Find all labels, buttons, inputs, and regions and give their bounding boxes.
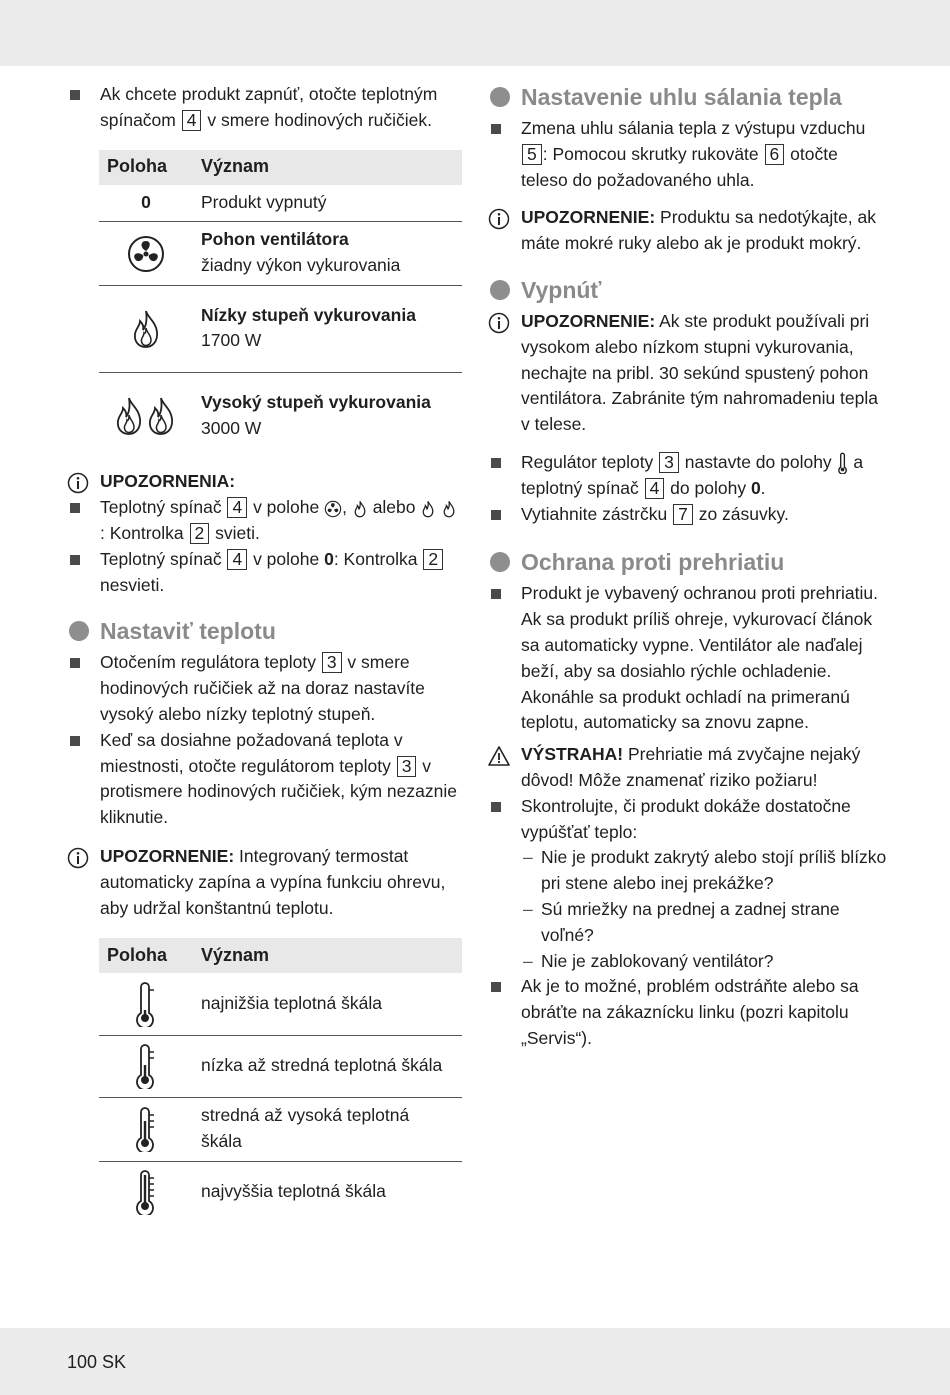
page-number: 100 SK	[67, 1352, 127, 1372]
ref-box: 4	[182, 110, 202, 131]
bullet-square-icon	[491, 458, 501, 468]
note-block: UPOZORNENIE: Produktu sa nedotýkajte, ak máte mokré ruky alebo ak je produkt mokrý.	[488, 205, 888, 257]
note-block: UPOZORNENIE: Integrovaný termostat automaticky zapína a vypína funkciu ohrevu, aby udržal konštantnú teplotu.	[67, 844, 462, 921]
note-block: UPOZORNENIE: Ak ste produkt používali pri vysokom alebo nízkom stupni vykurovania, nechajte na pribl. 30 sekúnd spustený pohon ventilátora. Zabránite tým nahromadeniu tepla v telese.	[488, 309, 888, 438]
table-row: najnižšia teplotná škála	[99, 973, 462, 1035]
info-icon	[488, 208, 510, 230]
table-row: najvyššia teplotná škála	[99, 1161, 462, 1223]
flame-icon	[441, 500, 457, 518]
intro-bullet: Ak chcete produkt zapnúť, otočte teplotným spínačom 4 v smere hodinových ručičiek.	[67, 82, 462, 134]
warning-icon	[488, 745, 510, 767]
table-row: Vysoký stupeň vykurovania 3000 W	[99, 372, 462, 459]
right-column	[488, 82, 888, 1052]
bullet-square-icon	[491, 589, 501, 599]
list-item: Ak je to možné, problém odstráňte alebo sa obráťte na zákaznícku linku (pozri kapitolu „Servis“).	[488, 974, 888, 1051]
bullet-square-icon	[70, 90, 80, 100]
list-item: Regulátor teploty 3 nastavte do polohy a teplotný spínač 4 do polohy 0.	[488, 450, 888, 502]
list-item: Zmena uhlu sálania tepla z výstupu vzduchu 5 : Pomocou skrutky rukoväte 6 otočte teleso do požadovaného uhla.	[488, 116, 888, 193]
footer-band	[0, 1328, 950, 1395]
flame-icon	[420, 500, 436, 518]
thermometer-max-icon	[133, 1169, 159, 1215]
section-heading: Vypnúť	[488, 275, 888, 305]
table-row: Nízky stupeň vykurovania 1700 W	[99, 285, 462, 372]
list-item: Vytiahnite zástrčku 7 zo zásuvky.	[488, 502, 888, 528]
dash-item: – Nie je produkt zakrytý alebo stojí príliš blízko pri stene alebo inej prekážke?	[523, 847, 887, 894]
bullet-square-icon	[70, 658, 80, 668]
header-band	[0, 0, 950, 66]
thermometer-min-icon	[837, 452, 849, 474]
thermometer-mid-icon	[133, 1106, 159, 1152]
bullet-square-icon	[491, 124, 501, 134]
list-item: Otočením regulátora teploty 3 v smere hodinových ručičiek až na doraz nastavíte vysoký alebo nízky teplotný stupeň.	[67, 650, 462, 727]
dash-mark: –	[523, 950, 533, 971]
bullet-square-icon	[70, 555, 80, 565]
table-row: 0 Produkt vypnutý	[99, 185, 462, 222]
dash-item: – Sú mriežky na prednej a zadnej strane voľné?	[523, 898, 840, 945]
table-row: Pohon ventilátora žiadny výkon vykurovania	[99, 222, 462, 286]
fan-icon	[126, 234, 166, 274]
table-header-position: Poloha	[99, 938, 193, 973]
list-item: Produkt je vybavený ochranou proti prehriatiu. Ak sa produkt príliš ohreje, vykurovací článok sa automaticky vypne. Ventilátor ale naďalej beží, aby sa dosiahlo rýchle ochladenie. Akonáhle sa produkt ochladí na primeranú teplotu, automaticky sa znovu zapne.	[488, 581, 888, 736]
list-item: Keď sa dosiahne požadovaná teplota v miestnosti, otočte regulátorom teploty 3 v protismere hodinových ručičiek, kým nezaznie kliknutie.	[67, 728, 462, 831]
thermometer-min-icon	[133, 981, 159, 1027]
switch-position-table	[99, 150, 462, 460]
section-dot-icon	[490, 552, 510, 572]
double-flame-icon	[111, 395, 181, 437]
table-header-position: Poloha	[99, 150, 193, 185]
table-row: nízka až stredná teplotná škála	[99, 1035, 462, 1097]
dash-item: – Nie je zablokovaný ventilátor?	[488, 949, 888, 975]
bullet-square-icon	[491, 802, 501, 812]
list-item: Skontrolujte, či produkt dokáže dostatočne vypúšťať teplo:	[488, 794, 888, 846]
left-column	[67, 82, 462, 1223]
info-icon	[67, 472, 89, 494]
bullet-square-icon	[491, 510, 501, 520]
fan-icon	[324, 500, 342, 518]
dash-mark: –	[523, 898, 533, 919]
note-item: Teplotný spínač 4 v polohe , alebo : Kontrolka 2 svieti.	[67, 495, 462, 547]
dash-mark: –	[523, 847, 533, 868]
info-icon	[67, 847, 89, 869]
section-dot-icon	[490, 87, 510, 107]
bullet-square-icon	[70, 736, 80, 746]
section-dot-icon	[69, 621, 89, 641]
table-header-meaning: Význam	[193, 938, 462, 973]
flame-icon	[352, 500, 368, 518]
section-dot-icon	[490, 280, 510, 300]
section-heading: Nastavenie uhlu sálania tepla	[488, 82, 888, 112]
thermostat-position-table	[99, 938, 462, 1223]
flame-icon	[128, 308, 164, 350]
thermometer-low-icon	[133, 1043, 159, 1089]
table-row: stredná až vysoká teplotná škála	[99, 1097, 462, 1161]
info-icon	[488, 312, 510, 334]
section-heading: Nastaviť teplotu	[67, 616, 462, 646]
section-heading: Ochrana proti prehriatiu	[488, 547, 888, 577]
notes-block: UPOZORNENIA:	[67, 469, 462, 495]
position-zero: 0	[99, 185, 193, 222]
table-header-meaning: Význam	[193, 150, 462, 185]
bullet-square-icon	[491, 982, 501, 992]
note-item: Teplotný spínač 4 v polohe 0: Kontrolka 2 nesvieti.	[67, 547, 462, 599]
bullet-square-icon	[70, 503, 80, 513]
warning-block: VÝSTRAHA! Prehriatie má zvyčajne nejaký dôvod! Môže znamenať riziko požiaru!	[488, 742, 888, 794]
